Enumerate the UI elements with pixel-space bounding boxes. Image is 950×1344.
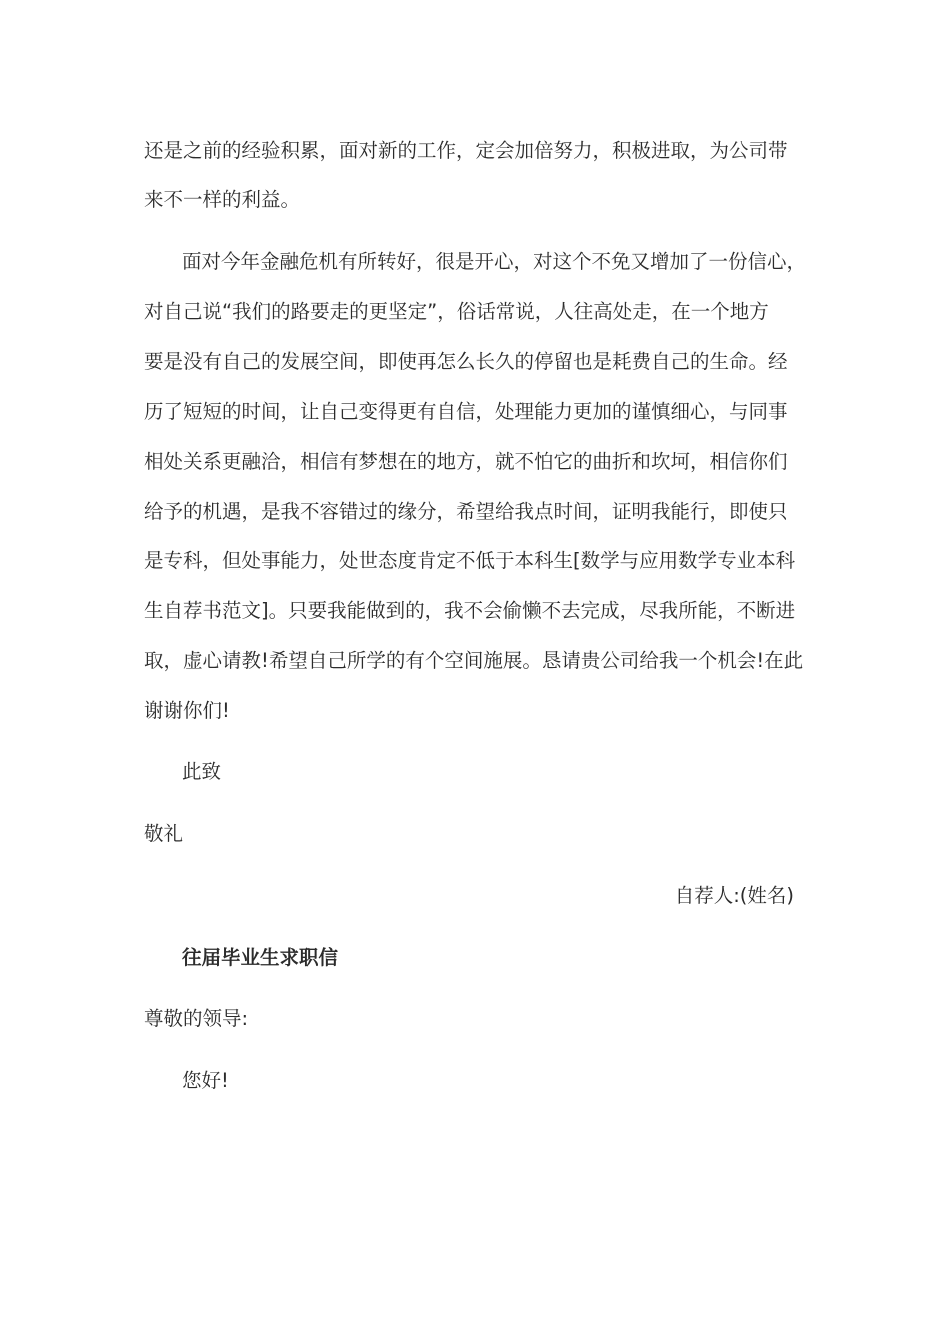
paragraph2-line-1: 面对今年金融危机有所转好，很是开心，对这个不免又增加了一份信心， <box>182 250 807 273</box>
paragraph2-line-2: 对自己说“我们的路要走的更坚定”，俗话常说，人往高处走，在一个地方 <box>144 300 769 323</box>
paragraph2-line-6: 给予的机遇，是我不容错过的缘分，希望给我点时间，证明我能行，即使只 <box>144 500 788 523</box>
closing-respect: 敬礼 <box>144 822 184 845</box>
paragraph2-line-3: 要是没有自己的发展空间，即使再怎么长久的停留也是耗费自己的生命。经 <box>144 350 788 373</box>
closing-salute: 此致 <box>182 760 222 783</box>
paragraph2-line-4: 历了短短的时间，让自己变得更有自信，处理能力更加的谨慎细心，与同事 <box>144 400 788 423</box>
next-letter-title: 往届毕业生求职信 <box>182 946 339 969</box>
next-letter-greeting: 尊敬的领导: <box>144 1007 249 1030</box>
paragraph2-line-9: 取，虚心请教!希望自己所学的有个空间施展。恳请贵公司给我一个机会!在此 <box>144 649 804 672</box>
paragraph2-line-7: 是专科，但处事能力，处世态度肯定不低于本科生[数学与应用数学专业本科 <box>144 549 796 572</box>
paragraph2-line-5: 相处关系更融洽，相信有梦想在的地方，就不怕它的曲折和坎坷，相信你们 <box>144 450 788 473</box>
paragraph2-line-10: 谢谢你们! <box>144 699 230 722</box>
paragraph1-line-2: 来不一样的利益。 <box>144 188 301 211</box>
paragraph2-line-8: 生自荐书范文]。只要我能做到的，我不会偷懒不去完成，尽我所能，不断进 <box>144 599 796 622</box>
paragraph1-line-1: 还是之前的经验积累，面对新的工作，定会加倍努力，积极进取，为公司带 <box>144 139 788 162</box>
next-letter-hello: 您好! <box>182 1069 229 1092</box>
closing-signature: 自荐人:(姓名) <box>674 884 794 907</box>
